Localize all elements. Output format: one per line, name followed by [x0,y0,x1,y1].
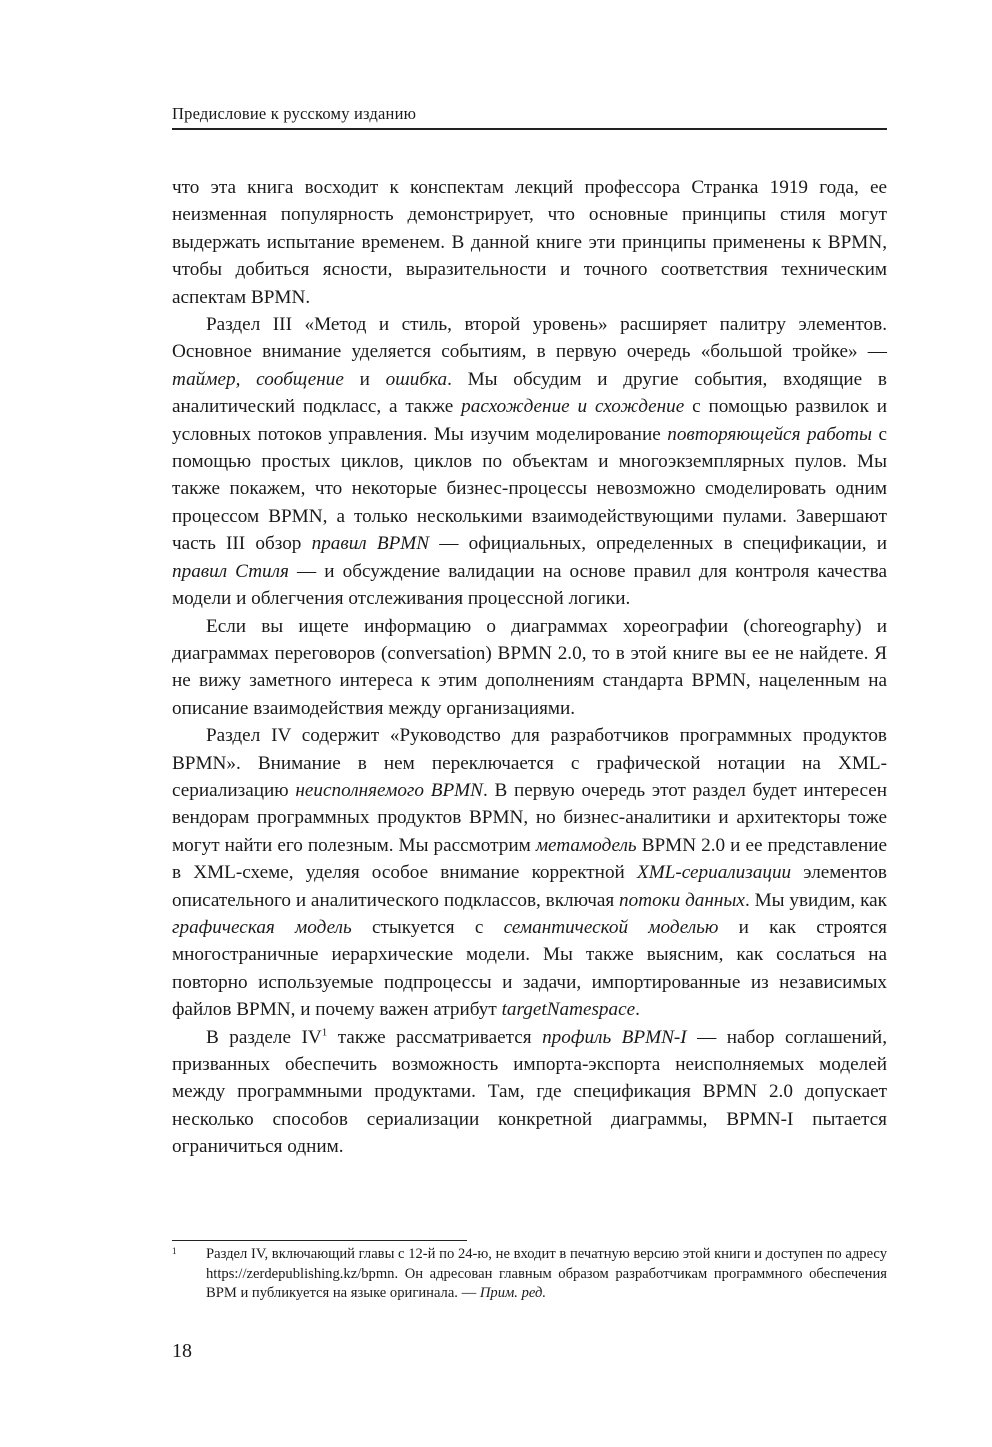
text-run: . В первую очередь этот раздел будет интересен вендорам программных продуктов BPMN, но бизнес-аналитики и архитекторы тоже могут найти его полезным. Мы рассмотрим [172,779,887,856]
page-number: 18 [172,1340,192,1362]
text-run: элементов описательного и аналитического подклассов, включая [172,862,887,911]
emphasis-text: ошибка [385,368,448,390]
running-header [172,102,887,130]
text-run: с помощью простых циклов, циклов по объектам и многоэкземплярных пулов. Мы также покажем, что некоторые бизнес-процессы невозможно смоделировать одним процессом BPMN, а только несколькими взаимодействующими пулами. Завершают часть III обзор [172,423,887,555]
emphasis-text: расхождение и схождение [461,396,685,418]
text-run: Раздел IV содержит «Руководство для разработчиков программных продуктов BPMN». Внимание в нем переключается с графической нотации на XML-сериализацию [172,725,887,801]
emphasis-text: targetNamespace [501,999,636,1021]
text-run: Если вы ищете информацию о диаграммах хореографии (choreography) и диаграммах переговоров (conversation) BPMN 2.0, то в этой книге вы ее не найдете. Я не вижу заметного интереса к этим дополнениям стандарта BPMN, нацеленным на описание взаимодействия между организациями. [172,615,887,719]
text-run: также рассматривается [327,1026,543,1048]
text-run: . Мы увидим, как [744,889,887,911]
emphasis-text: Прим. ред. [479,1285,547,1301]
text-run: с помощью развилок и условных потоков управления. Мы изучим моделирование [172,396,888,445]
text-run: и как строятся многостраничные иерархические модели. Мы также выясним, как сослаться на повторно используемые подпроцессы и задачи, импортированные из независимых файлов BPMN, и почему важен атрибут [172,916,887,1021]
paragraph [172,722,887,1023]
text-run: BPMN 2.0 и ее представление в XML-схеме, уделяя особое внимание корректной [172,834,887,884]
paragraph [172,174,887,311]
text-run: стыкуется с [351,916,504,938]
text-run: и [343,368,386,390]
emphasis-text: профиль BPMN-I [542,1026,687,1048]
running-header-title: Предисловие к русскому изданию [172,104,417,123]
emphasis-text: метамодель [535,834,637,856]
footnote-ref: 1 [321,1026,328,1039]
text-run: . [635,999,640,1021]
paragraph [172,1024,887,1161]
text-run: В разделе IV [206,1026,322,1048]
emphasis-text: графическая модель [172,916,352,938]
footnote [172,1245,887,1304]
emphasis-text: правил BPMN [311,533,430,555]
text-run: — официальных, определенных в спецификации, и [429,533,887,555]
emphasis-text: повторяющейся работы [667,423,872,445]
emphasis-text: таймер, сообщение [172,368,344,390]
emphasis-text: правил Стиля [172,560,289,582]
paragraph [172,311,887,612]
text-run: . Мы обсудим и другие события, входящие в аналитический подкласс, а также [172,368,887,418]
emphasis-text: неисполняемого BPMN [295,779,483,801]
body-text [172,174,887,1161]
footnote-text [206,1245,887,1304]
text-run: что эта книга восходит к конспектам лекций профессора Странка 1919 года, ее неизменная популярность демонстрирует, что основные принципы стиля могут выдержать испытание временем. В данной книге эти принципы применены к BPMN, чтобы добиться ясности, выразительности и точного соответствия техническим аспектам BPMN. [172,177,887,308]
footnote-number: 1 [172,1246,177,1256]
text-run: — набор соглашений, призванных обеспечить возможность импорта-экспорта неисполняемых моделей между программными продуктами. Там, где спецификация BPMN 2.0 допускает несколько способов сериализации конкретной диаграммы, BPMN-I пытается ограничиться одним. [172,1026,887,1158]
text-run: — и обсуждение валидации на основе правил для контроля качества модели и облегчения отслеживания процессной логики. [172,560,887,610]
emphasis-text: XML-сериализации [636,862,792,884]
emphasis-text: потоки данных [619,889,745,911]
text-run: Раздел III «Метод и стиль, второй уровень» расширяет палитру элементов. Основное внимание уделяется событиям, в первую очередь «большой тройке» — [172,314,887,363]
text-run: Раздел IV, включающий главы с 12-й по 24-ю, не входит в печатную версию этой книги и доступен по адресу https://zerdepublishing.kz/bpmn. Он адресован главным образом разработчикам программного обеспечения BPM и публикуется на языке оригинала. — [206,1246,887,1301]
emphasis-text: семантической моделью [503,916,719,938]
footnote-rule [172,1240,467,1241]
paragraph [172,613,887,723]
